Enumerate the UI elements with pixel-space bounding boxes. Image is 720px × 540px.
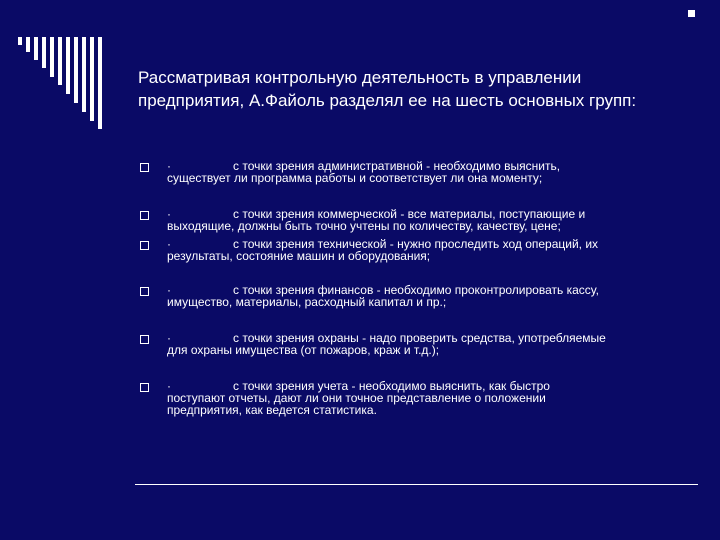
slide-title bbox=[138, 66, 698, 112]
decorative-stripes bbox=[0, 0, 130, 130]
item-line-2: для охраны имущества (от пожаров, краж и т.д.); bbox=[167, 343, 440, 357]
item-line-1: с точки зрения учета - необходимо выяснить, как быстро bbox=[233, 379, 550, 393]
square-bullet-icon bbox=[140, 241, 149, 250]
title-line-2: предприятия, А.Файоль разделял ее на шесть основных групп: bbox=[138, 91, 637, 110]
item-line-3: предприятия, как ведется статистика. bbox=[167, 403, 377, 417]
item-line-1: с точки зрения коммерческой - все материалы, поступающие и bbox=[233, 207, 586, 221]
item-marker: · bbox=[167, 237, 171, 251]
title-line-1: Рассматривая контрольную деятельность в управлении bbox=[138, 68, 582, 87]
item-line-2: выходящие, должны быть точно учтены по количеству, качеству, цене; bbox=[167, 219, 561, 233]
item-marker: · bbox=[167, 283, 171, 297]
item-line-2: поступают отчеты, дают ли они точное представление о положении bbox=[167, 391, 546, 405]
item-line-2: результаты, состояние машин и оборудования; bbox=[167, 249, 431, 263]
item-marker: · bbox=[167, 379, 171, 393]
square-bullet-icon bbox=[140, 335, 149, 344]
corner-square bbox=[688, 10, 695, 17]
item-line-2: имущество, материалы, расходный капитал и пр.; bbox=[167, 295, 447, 309]
item-marker: · bbox=[167, 159, 171, 173]
item-marker: · bbox=[167, 331, 171, 345]
item-line-2: существует ли программа работы и соответствует ли она моменту; bbox=[167, 171, 543, 185]
item-marker: · bbox=[167, 207, 171, 221]
bottom-divider bbox=[135, 484, 698, 485]
square-bullet-icon bbox=[140, 163, 149, 172]
item-line-1: с точки зрения административной - необходимо выяснить, bbox=[233, 159, 561, 173]
square-bullet-icon bbox=[140, 211, 149, 220]
item-line-1: с точки зрения охраны - надо проверить средства, употребляемые bbox=[233, 331, 606, 345]
item-line-1: с точки зрения финансов - необходимо проконтролировать кассу, bbox=[233, 283, 599, 297]
square-bullet-icon bbox=[140, 383, 149, 392]
item-line-1: с точки зрения технической - нужно проследить ход операций, их bbox=[233, 237, 599, 251]
square-bullet-icon bbox=[140, 287, 149, 296]
